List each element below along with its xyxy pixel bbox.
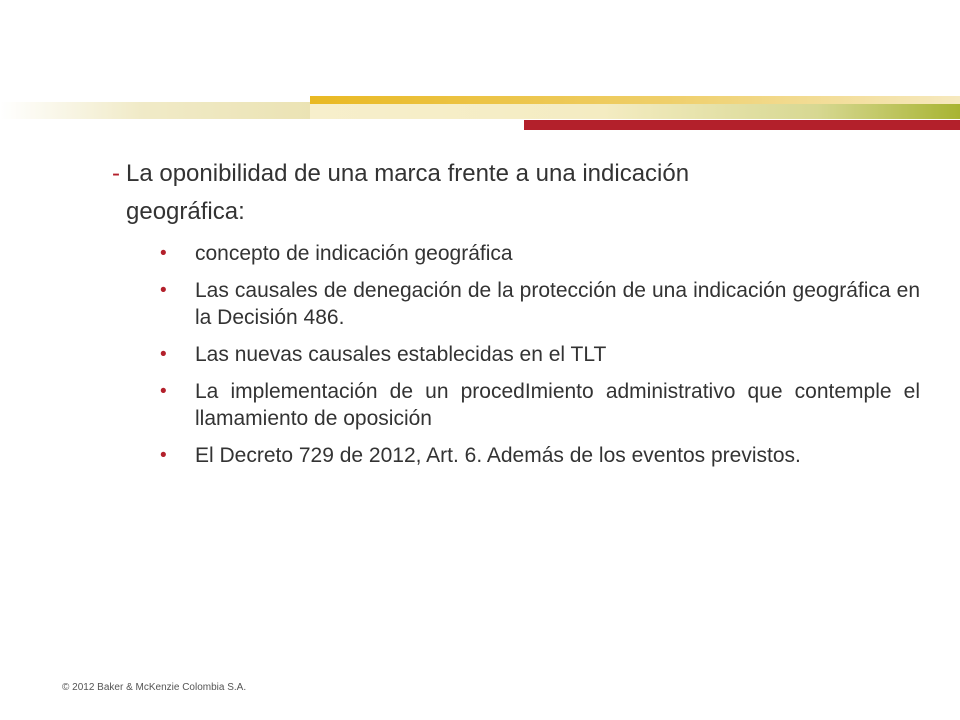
bullet-list [160, 240, 920, 479]
bullet-text: Las causales de denegación de la protección de una indicación geográfica en la Decisión 486. [195, 279, 920, 329]
bullet-text: La implementación de un procedImiento administrativo que contemple el llamamiento de oposición [195, 380, 920, 430]
bullet-text: concepto de indicación geográfica [195, 242, 513, 265]
header-band-left [0, 102, 312, 119]
heading-text-1: La oponibilidad de una marca frente a una indicación [126, 160, 690, 187]
bullet-item [160, 240, 920, 267]
header-band-olive [310, 104, 960, 119]
bullet-icon: • [160, 381, 167, 402]
bullet-item [160, 341, 920, 368]
bullet-item [160, 277, 920, 331]
slide-heading [112, 155, 852, 231]
heading-line-1 [112, 155, 852, 193]
bullet-icon: • [160, 280, 167, 301]
footer-copyright: © 2012 Baker & McKenzie Colombia S.A. [62, 682, 247, 693]
bullet-text: Las nuevas causales establecidas en el TLT [195, 343, 607, 366]
bullet-text: El Decreto 729 de 2012, Art. 6. Además de los eventos previstos. [195, 444, 801, 467]
heading-dash: - [112, 160, 120, 187]
bullet-icon: • [160, 445, 167, 466]
bullet-item [160, 378, 920, 432]
heading-line-2: geográfica: [126, 198, 245, 225]
header-band-red [524, 120, 960, 130]
header-band-gold [310, 96, 960, 104]
bullet-icon: • [160, 344, 167, 365]
bullet-icon: • [160, 243, 167, 264]
bullet-item [160, 442, 920, 469]
